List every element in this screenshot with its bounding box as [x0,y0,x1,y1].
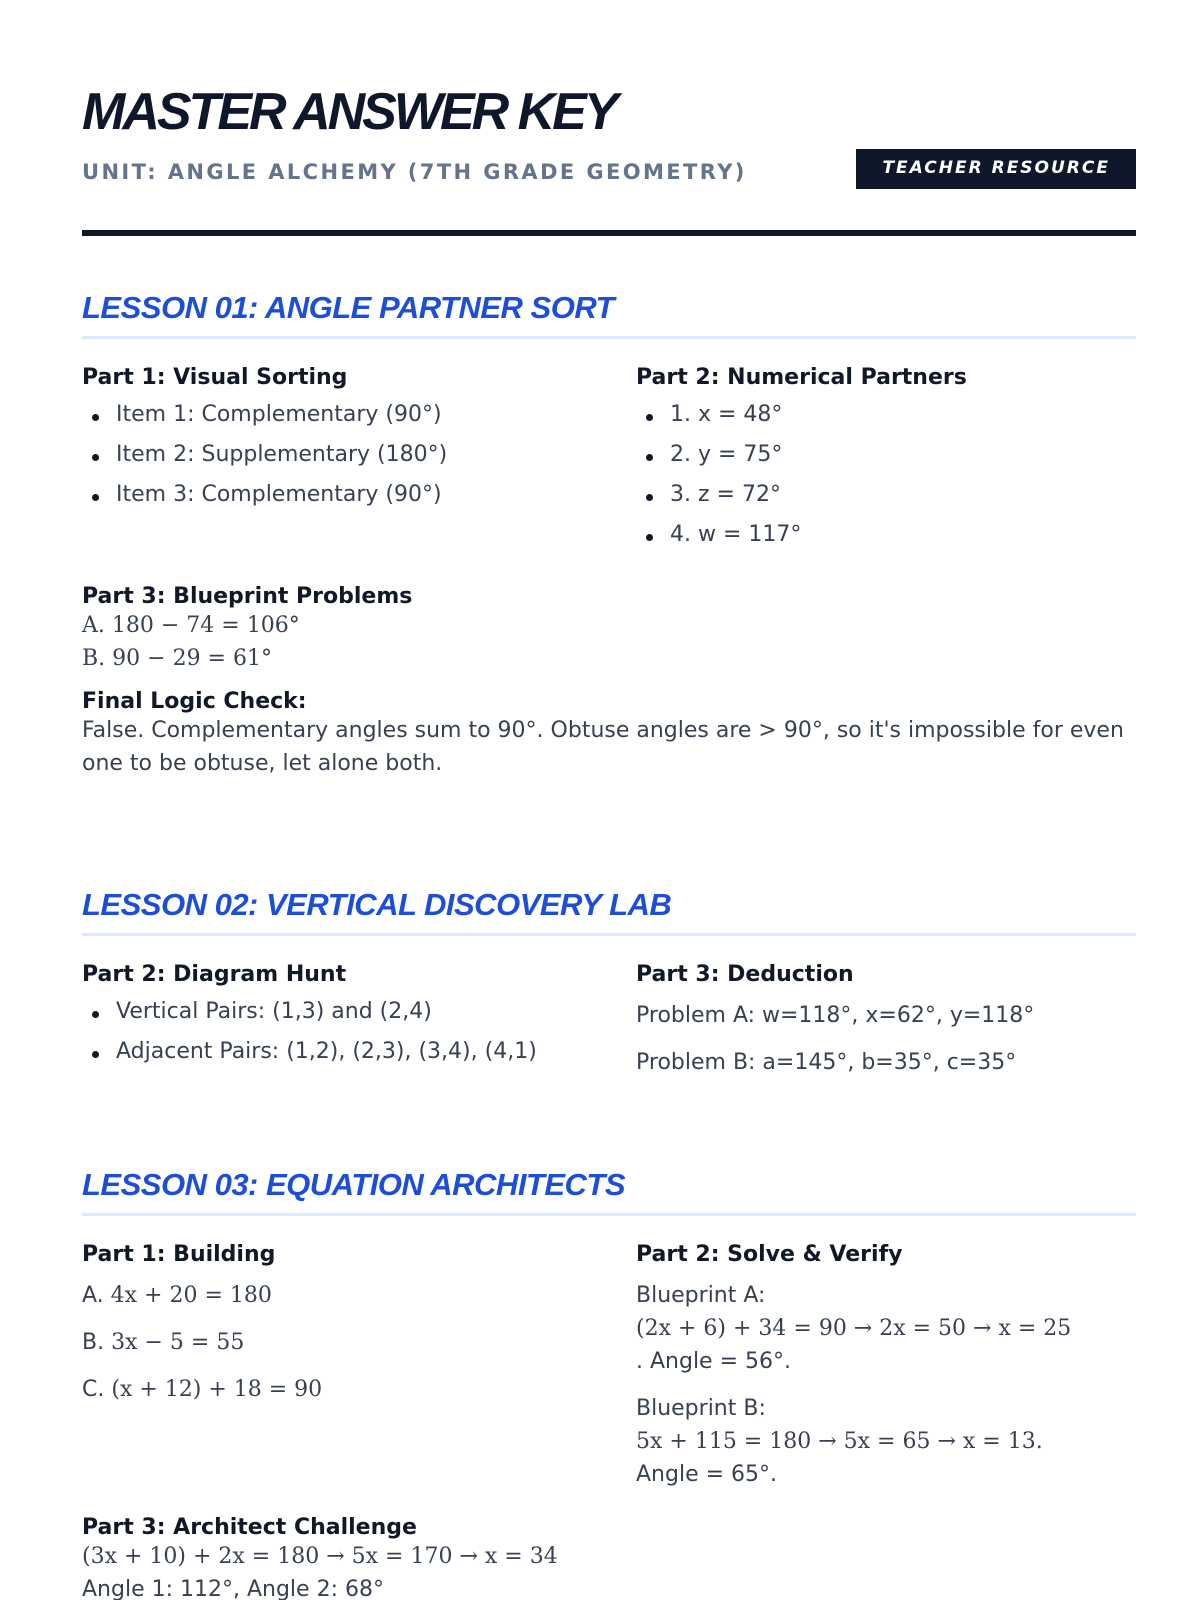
lesson-01 [82,290,1136,780]
header-divider [82,230,1136,236]
result-text: Angle 1: 112°, Angle 2: 68° [82,1577,384,1600]
list-item: 3. z = 72° [636,482,1136,522]
list-item: Item 2: Supplementary (180°) [82,442,636,482]
part-heading: Part 3: Blueprint Problems [82,584,413,609]
lesson-heading: LESSON 02: VERTICAL DISCOVERY LAB [82,887,1136,936]
list-item: Vertical Pairs: (1,3) and (2,4) [82,999,636,1039]
lesson-03 [82,1167,1136,1600]
text-line: Problem A: w=118°, x=62°, y=118° [636,1003,1035,1028]
lesson-heading: LESSON 01: ANGLE PARTNER SORT [82,290,1136,339]
line-label: A. [82,1283,104,1308]
result-text: . Angle = 56°. [636,1349,791,1374]
text-line: Problem B: a=145°, b=35°, c=35° [636,1050,1017,1075]
math-line: B. 90 − 29 = 61° [82,646,272,671]
part-heading: Part 3: Deduction [636,962,854,987]
part-heading: Part 1: Visual Sorting [82,365,348,390]
part-heading: Final Logic Check: [82,689,307,714]
part-heading: Part 3: Architect Challenge [82,1515,417,1540]
part-heading: Part 2: Diagram Hunt [82,962,347,987]
line-label: C. [82,1377,105,1402]
teacher-resource-badge: TEACHER RESOURCE [856,149,1136,189]
math-line: A. 180 − 74 = 106° [82,613,300,638]
equation: 5x + 115 = 180 → 5x = 65 → x = 13. [636,1429,1043,1454]
blueprint-label: Blueprint A: [636,1283,766,1308]
lesson-02 [82,887,1136,1079]
page-title: MASTER ANSWER KEY [82,83,616,141]
equation: (3x + 10) + 2x = 180 → 5x = 170 → x = 34 [82,1544,558,1569]
part-heading: Part 2: Numerical Partners [636,365,967,390]
list-item: 4. w = 117° [636,522,1136,562]
unit-subtitle: UNIT: ANGLE ALCHEMY (7TH GRADE GEOMETRY) [82,160,747,184]
equation: 4x + 20 = 180 [110,1283,272,1308]
result-text: Angle = 65°. [636,1462,778,1487]
line-label: B. [82,1330,105,1355]
list-item: Item 3: Complementary (90°) [82,482,636,522]
part-heading: Part 1: Building [82,1242,276,1267]
blueprint-label: Blueprint B: [636,1396,766,1421]
equation: (x + 12) + 18 = 90 [111,1377,323,1402]
list-item: Adjacent Pairs: (1,2), (2,3), (3,4), (4,1) [82,1039,636,1079]
equation: 3x − 5 = 55 [111,1330,245,1355]
list-item: Item 1: Complementary (90°) [82,402,636,442]
list-item: 2. y = 75° [636,442,1136,482]
list-item: 1. x = 48° [636,402,1136,442]
equation: (2x + 6) + 34 = 90 → 2x = 50 → x = 25 [636,1316,1072,1341]
final-logic-text: False. Complementary angles sum to 90°. Obtuse angles are > 90°, so it's impossible for even one to be obtuse, let alone both. [82,718,1124,776]
lesson-heading: LESSON 03: EQUATION ARCHITECTS [82,1167,1136,1216]
part-heading: Part 2: Solve & Verify [636,1242,903,1267]
